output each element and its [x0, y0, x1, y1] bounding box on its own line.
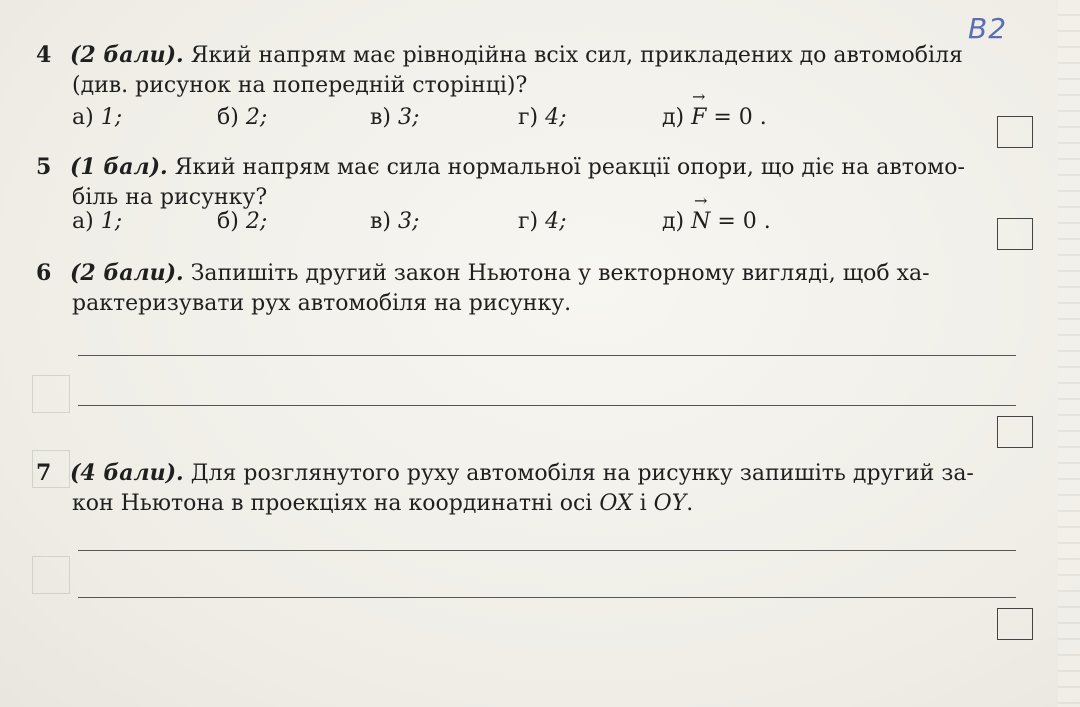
answer-line-q6-1[interactable] — [78, 355, 1016, 356]
option-c[interactable]: в) 3; — [370, 209, 420, 234]
question-6 — [36, 258, 930, 319]
answer-line-q7-1[interactable] — [78, 550, 1016, 551]
vector-n: → N — [691, 209, 710, 234]
question-points: (2 бали). — [70, 260, 184, 286]
question-points: (2 бали). — [70, 42, 184, 68]
option-b[interactable]: б) 2; — [217, 209, 268, 234]
question-5 — [36, 152, 965, 213]
bleed-through-box — [32, 556, 70, 594]
option-a[interactable]: а) 1; — [72, 105, 123, 130]
perforated-edge — [1058, 0, 1080, 707]
question-text: Для розглянутого руху автомобіля на рисунку запишіть другий за- — [190, 461, 974, 486]
vector-f: → F — [691, 105, 706, 130]
question-4 — [36, 40, 963, 101]
option-d[interactable]: г) 4; — [518, 209, 567, 234]
option-d[interactable]: г) 4; — [518, 105, 567, 130]
answer-line-q7-2[interactable] — [78, 597, 1016, 598]
question-text-continued: (див. рисунок на попередній сторінці)? — [72, 73, 528, 98]
answer-box-q5[interactable] — [997, 218, 1033, 250]
question-text: Який напрям має сила нормальної реакції опори, що діє на автомо- — [174, 155, 965, 180]
question-number: 6 — [36, 260, 52, 286]
question-number: 7 — [36, 460, 52, 486]
answer-box-q7[interactable] — [997, 608, 1033, 640]
answer-box-q4[interactable] — [997, 116, 1033, 148]
bleed-through-box — [32, 375, 70, 413]
question-points: (1 бал). — [70, 154, 168, 180]
question-points: (4 бали). — [70, 460, 184, 486]
option-e[interactable]: д) → N = 0 . — [662, 209, 771, 234]
question-number: 5 — [36, 154, 52, 180]
question-7: 7 (4 бали). Для розглянутого руху автомобіля на рисунку запишіть другий за- кон Ньютона в проекціях на координатні осі OX і OY. — [36, 460, 974, 516]
answer-box-q6[interactable] — [997, 416, 1033, 448]
option-c[interactable]: в) 3; — [370, 105, 420, 130]
option-a[interactable]: а) 1; — [72, 209, 123, 234]
answer-line-q6-2[interactable] — [78, 405, 1016, 406]
axis-ox: OX — [599, 491, 633, 516]
question-text: Запишіть другий закон Ньютона у векторному вигляді, щоб ха- — [190, 261, 930, 286]
handwritten-variant-mark: B2 — [968, 12, 1008, 45]
question-number: 4 — [36, 42, 52, 68]
option-b[interactable]: б) 2; — [217, 105, 268, 130]
question-text-continued: біль на рисунку? — [72, 185, 268, 210]
question-text-continued: кон Ньютона в проекціях на координатні осі — [72, 491, 600, 516]
axis-oy: OY — [653, 491, 687, 516]
question-text-continued: рактеризувати рух автомобіля на рисунку. — [72, 291, 572, 316]
question-text: Який напрям має рівнодійна всіх сил, прикладених до автомобіля — [190, 43, 963, 68]
option-e[interactable]: д) → F = 0 . — [662, 105, 767, 130]
